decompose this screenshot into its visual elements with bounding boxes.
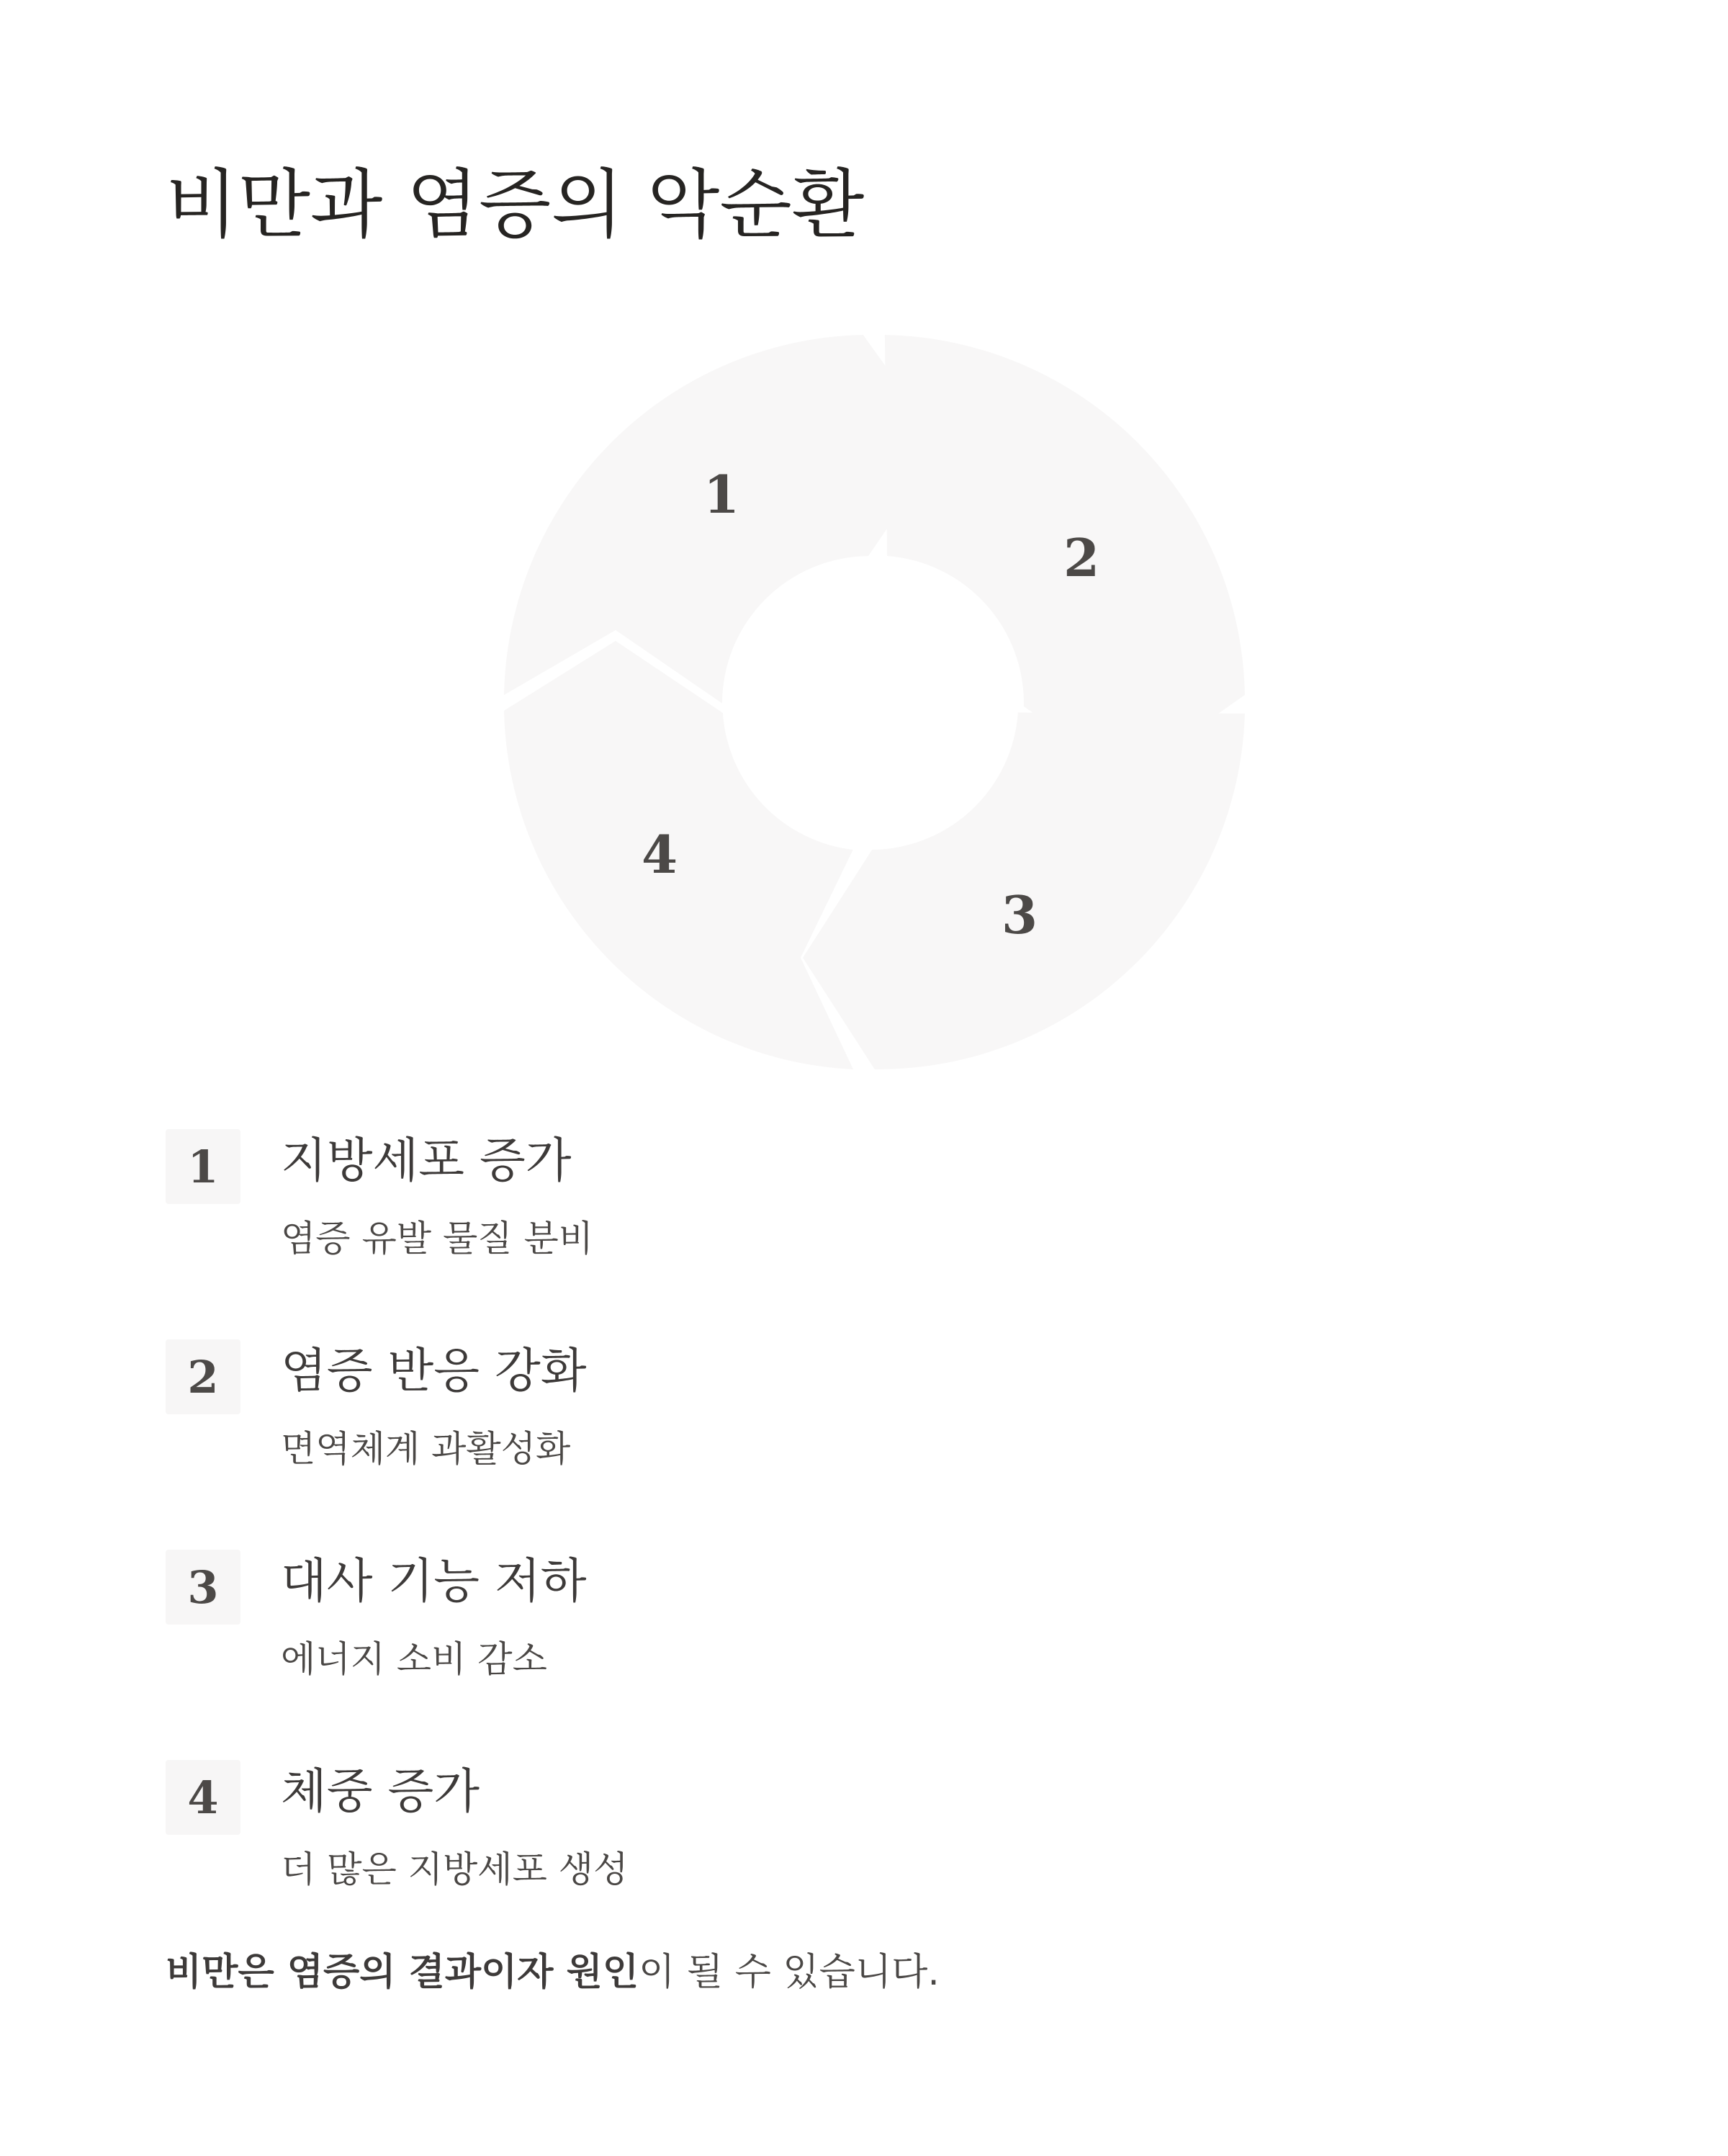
cycle-number-1: 1 [703, 464, 740, 525]
footnote [166, 1949, 940, 1998]
page-title: 비만과 염증의 악순환 [166, 161, 865, 248]
cycle-segment-4 [504, 641, 853, 1069]
step-description: 면역체계 과활성화 [281, 1428, 571, 1470]
step-number-badge: 4 [166, 1760, 240, 1835]
step-list [166, 1129, 1534, 1970]
cycle-segments [504, 335, 1245, 1069]
step-number-badge: 3 [166, 1550, 240, 1625]
step-title: 체중 증가 [281, 1764, 480, 1819]
step-description: 더 많은 지방세포 생성 [281, 1849, 629, 1890]
footnote-emphasis: 비만은 염증의 결과이자 원인 [166, 1951, 639, 1994]
step-number-badge: 1 [166, 1129, 240, 1204]
footnote-text: 이 될 수 있습니다. [639, 1951, 940, 1994]
cycle-number-3: 3 [1001, 884, 1038, 946]
step-number-badge: 2 [166, 1339, 240, 1414]
step-description: 에너지 소비 감소 [281, 1638, 547, 1680]
step-title: 대사 기능 저하 [281, 1553, 587, 1609]
cycle-number-2: 2 [1063, 527, 1100, 588]
cycle-number-4: 4 [641, 824, 678, 885]
step-title: 지방세포 증가 [281, 1133, 572, 1188]
list-item [166, 1129, 1534, 1339]
list-item [166, 1339, 1534, 1550]
list-item [166, 1550, 1534, 1760]
step-description: 염증 유발 물질 분비 [281, 1218, 594, 1259]
step-title: 염증 반응 강화 [281, 1343, 587, 1398]
list-item [166, 1760, 1534, 1970]
